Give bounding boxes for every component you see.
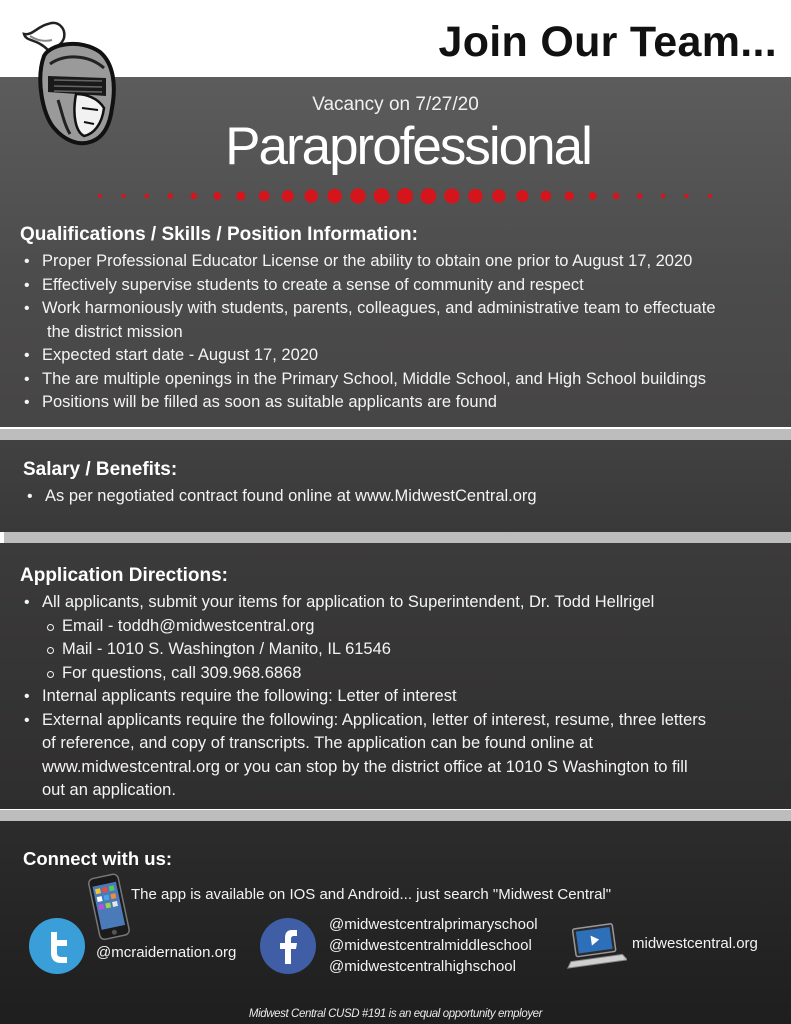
list-item-line: • Work harmoniously with students, parents, colleagues, and administrative team to effectuate xyxy=(42,299,716,317)
page-title: Join Our Team... xyxy=(438,18,777,66)
list-item-line: www.midwestcentral.org or you can stop by the district office at 1010 S Washington to fill xyxy=(42,757,688,776)
divider-dot xyxy=(708,194,712,198)
divider-dot xyxy=(421,188,437,204)
divider-dot xyxy=(374,188,390,204)
dotted-divider xyxy=(90,186,720,206)
list-item: • As per negotiated contract found online at www.MidwestCentral.org xyxy=(23,485,763,509)
list-item: • All applicants, submit your items for application to Superintendent, Dr. Todd Hellrigel xyxy=(20,591,740,615)
divider xyxy=(4,532,791,543)
list-item-line: out an application. xyxy=(42,781,176,799)
list-item: • The are multiple openings in the Primary School, Middle School, and High School buildings xyxy=(20,368,760,392)
qualifications-list xyxy=(20,250,760,415)
knight-helmet-logo xyxy=(18,16,120,148)
divider-dot xyxy=(637,193,643,199)
list-item: • Positions will be filled as soon as suitable applicants are found xyxy=(20,391,760,415)
list-item-line: of reference, and copy of transcripts. The application can be found online at xyxy=(42,734,593,752)
divider-dot xyxy=(282,190,294,202)
facebook-page-middle[interactable]: @midwestcentralmiddleschool xyxy=(329,937,532,954)
qualifications-block xyxy=(20,224,760,415)
list-item xyxy=(20,709,740,803)
mail-contact: Mail - 1010 S. Washington / Manito, IL 61546 xyxy=(20,638,740,662)
divider-dot xyxy=(236,191,245,200)
salary-block xyxy=(23,459,763,509)
facebook-pages xyxy=(329,914,538,977)
laptop-icon xyxy=(565,920,627,972)
vacancy-date: Vacancy on 7/27/20 xyxy=(312,94,479,115)
salary-list xyxy=(23,485,763,509)
divider-dot xyxy=(259,191,270,202)
facebook-page-high[interactable]: @midwestcentralhighschool xyxy=(329,958,516,975)
application-list xyxy=(20,591,740,803)
divider-dot xyxy=(304,189,317,202)
divider-dot xyxy=(121,194,125,198)
divider-dot xyxy=(191,193,198,200)
divider-dot xyxy=(684,194,688,198)
twitter-icon[interactable] xyxy=(29,918,85,974)
divider-dot xyxy=(468,189,483,204)
smartphone-icon xyxy=(80,872,136,942)
application-heading: Application Directions: xyxy=(20,565,228,586)
position-title: Paraprofessional xyxy=(225,117,591,176)
divider-dot xyxy=(589,192,597,200)
list-item: • Internal applicants require the following: Letter of interest xyxy=(20,685,740,709)
application-block xyxy=(20,565,740,803)
list-item: • Effectively supervise students to create a sense of community and respect xyxy=(20,274,760,298)
list-item: • Expected start date - August 17, 2020 xyxy=(20,344,760,368)
divider-dot xyxy=(397,188,413,204)
divider-dot xyxy=(213,192,221,200)
salary-heading: Salary / Benefits: xyxy=(23,459,178,480)
divider-dot xyxy=(327,189,342,204)
list-item: • Proper Professional Educator License or the ability to obtain one prior to August 17, 2020 xyxy=(20,250,760,274)
list-item-line: • External applicants require the following: Application, letter of interest, resume, three letters xyxy=(42,710,707,729)
phone-contact: For questions, call 309.968.6868 xyxy=(20,662,740,686)
divider-dot xyxy=(613,193,620,200)
list-item-line: the district mission xyxy=(47,322,183,341)
qualifications-heading: Qualifications / Skills / Position Information: xyxy=(20,224,418,245)
divider-dot xyxy=(444,188,459,203)
app-availability-text: The app is available on IOS and Android... just search "Midwest Central" xyxy=(131,886,612,903)
email-contact: Email - toddh@midwestcentral.org xyxy=(20,615,740,639)
divider-dot xyxy=(98,194,102,198)
divider-dot xyxy=(565,191,574,200)
divider-dot xyxy=(492,189,505,202)
connect-heading: Connect with us: xyxy=(23,848,173,869)
list-item xyxy=(20,297,760,344)
divider-dot xyxy=(540,191,551,202)
facebook-page-primary[interactable]: @midwestcentralprimaryschool xyxy=(329,916,538,933)
divider-dot xyxy=(350,188,365,203)
facebook-icon[interactable] xyxy=(260,918,316,974)
twitter-handle[interactable]: @mcraidernation.org xyxy=(96,944,237,961)
divider-dot xyxy=(145,194,150,199)
divider xyxy=(0,429,791,440)
footer-disclaimer: Midwest Central CUSD #191 is an equal opportunity employer xyxy=(248,1008,543,1020)
divider-dot xyxy=(168,193,174,199)
website-link[interactable]: midwestcentral.org xyxy=(632,935,758,952)
divider-dot xyxy=(661,194,666,199)
divider xyxy=(0,810,791,821)
divider-dot xyxy=(516,190,528,202)
